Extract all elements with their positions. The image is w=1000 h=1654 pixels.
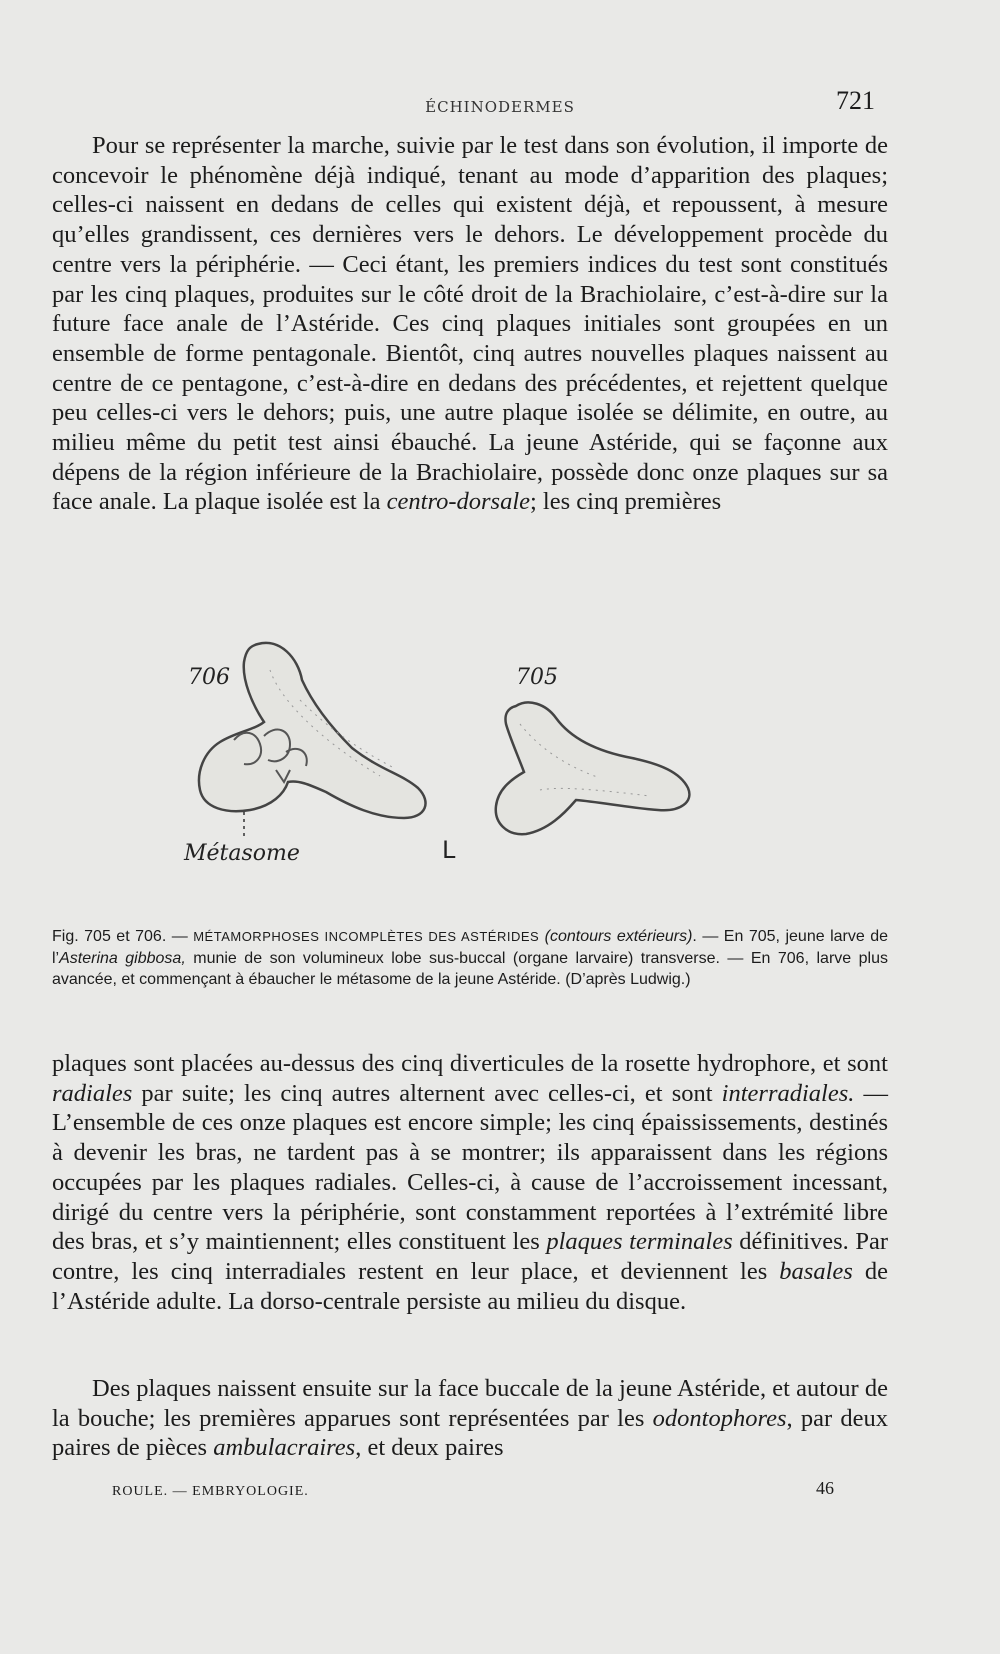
term-centro-dorsale: centro-dorsale bbox=[386, 488, 530, 516]
paragraph-3-text-3: , et deux paires bbox=[355, 1434, 504, 1462]
running-header: ÉCHINODERMES bbox=[425, 98, 575, 116]
paragraph-3-text-1: Des plaques naissent ensuite sur la face buccale de la jeune Astéride, et autour de la bouche; les premières apparues sont représentées par les bbox=[52, 1375, 888, 1432]
larva-706-drawing bbox=[199, 643, 426, 818]
page-number: 721 bbox=[836, 86, 875, 115]
footer-sheet-number: 46 bbox=[816, 1478, 834, 1498]
larva-705-drawing bbox=[496, 702, 690, 834]
caption-title: MÉTAMORPHOSES INCOMPLÈTES DES ASTÉRIDES bbox=[193, 929, 540, 944]
figure-label-metasome: Métasome bbox=[184, 841, 300, 866]
paragraph-2-text-2: par suite; les cinq autres alternent avec celles-ci, et sont bbox=[132, 1079, 722, 1107]
figure-caption bbox=[52, 926, 888, 991]
term-ambulacraires: ambulacraires bbox=[213, 1434, 356, 1462]
paragraph-1 bbox=[52, 131, 888, 517]
paragraph-2-text-5: de l’Astéride adulte. La dorso-centrale persiste au milieu du disque. bbox=[52, 1257, 888, 1315]
caption-text-2: munie de son volumineux lobe sus-buccal (organe larvaire) transverse. — En 706, larve plus avancée, et commençant à ébaucher le métasome de la jeune Astéride. (D’après Ludwig.) bbox=[52, 949, 888, 988]
term-odontophores: odontophores bbox=[652, 1404, 787, 1432]
term-plaques-terminales: plaques terminales bbox=[546, 1228, 733, 1256]
paragraph-1-end: ; les cinq premières bbox=[530, 488, 722, 516]
paragraph-3-text-2: , par deux paires de pièces bbox=[52, 1404, 888, 1462]
term-basales: basales bbox=[779, 1257, 853, 1285]
figure-label-705: 705 bbox=[516, 665, 558, 690]
figure-705-706-illustration bbox=[180, 640, 750, 930]
term-interradiales: interradiales. bbox=[721, 1079, 855, 1107]
caption-text-1: . — En 705, jeune larve de l’ bbox=[52, 928, 889, 967]
scale-mark: L bbox=[442, 836, 456, 864]
paragraph-2-text-3: — L’ensemble de ces onze plaques est encore simple; les cinq épaississements, destinés à devenir les bras, ne tardent pas à se montrer; ils apparaissent dans les régions occupées par les plaques radiales. Celles-ci, à cause de l’accroissement incessant, dirigé du centre vers la périphérie, sont constamment reportées à l’extrémité libre des bras, et s’y maintiennent; elles constituent les bbox=[52, 1079, 889, 1256]
paragraph-3 bbox=[52, 1374, 888, 1463]
paragraph-2-text-1: plaques sont placées au-dessus des cinq diverticules de la rosette hydrophore, et sont bbox=[52, 1050, 888, 1077]
term-radiales: radiales bbox=[52, 1079, 133, 1107]
paragraph-1-text: Pour se représenter la marche, suivie par le test dans son évolution, il importe de concevoir le phénomène déjà indiqué, tenant au mode d’apparition des plaques; celles-ci naissent en dedans de celles qui existent déjà, et repoussent, à mesure qu’elles grandissent, ces dernières vers le dehors. Le développement procède du centre vers la périphérie. — Ceci étant, les premiers indices du test sont constitués par les cinq plaques, produites sur le côté droit de la Brachiolaire, c’est-à-dire sur la future face anale de l’Astéride. Ces cinq plaques initiales sont groupées en un ensemble de forme pentagonale. Bientôt, cinq autres nouvelles plaques naissent au centre de ce pentagone, c’est-à-dire en dedans des précédentes, et rejettent quelque peu celles-ci vers le dehors; puis, une autre plaque isolée se délimite, en outre, au milieu même du petit test ainsi ébauché. La jeune Astéride, qui se façonne aux dépens de la région inférieure de la Brachiolaire, possède donc onze plaques sur sa face anale. La plaque isolée est la bbox=[52, 132, 888, 516]
caption-prefix: Fig. 705 et 706. — bbox=[52, 928, 194, 945]
caption-italic-1: (contours extérieurs) bbox=[544, 928, 693, 945]
paragraph-2 bbox=[52, 1049, 888, 1316]
figure-label-706: 706 bbox=[188, 665, 230, 690]
caption-species: Asterina gibbosa, bbox=[59, 949, 186, 967]
footer-signature: ROULE. — EMBRYOLOGIE. bbox=[112, 1484, 309, 1499]
paragraph-2-text-4: définitives. Par contre, les cinq interradiales restent en leur place, et deviennent les bbox=[52, 1228, 889, 1285]
